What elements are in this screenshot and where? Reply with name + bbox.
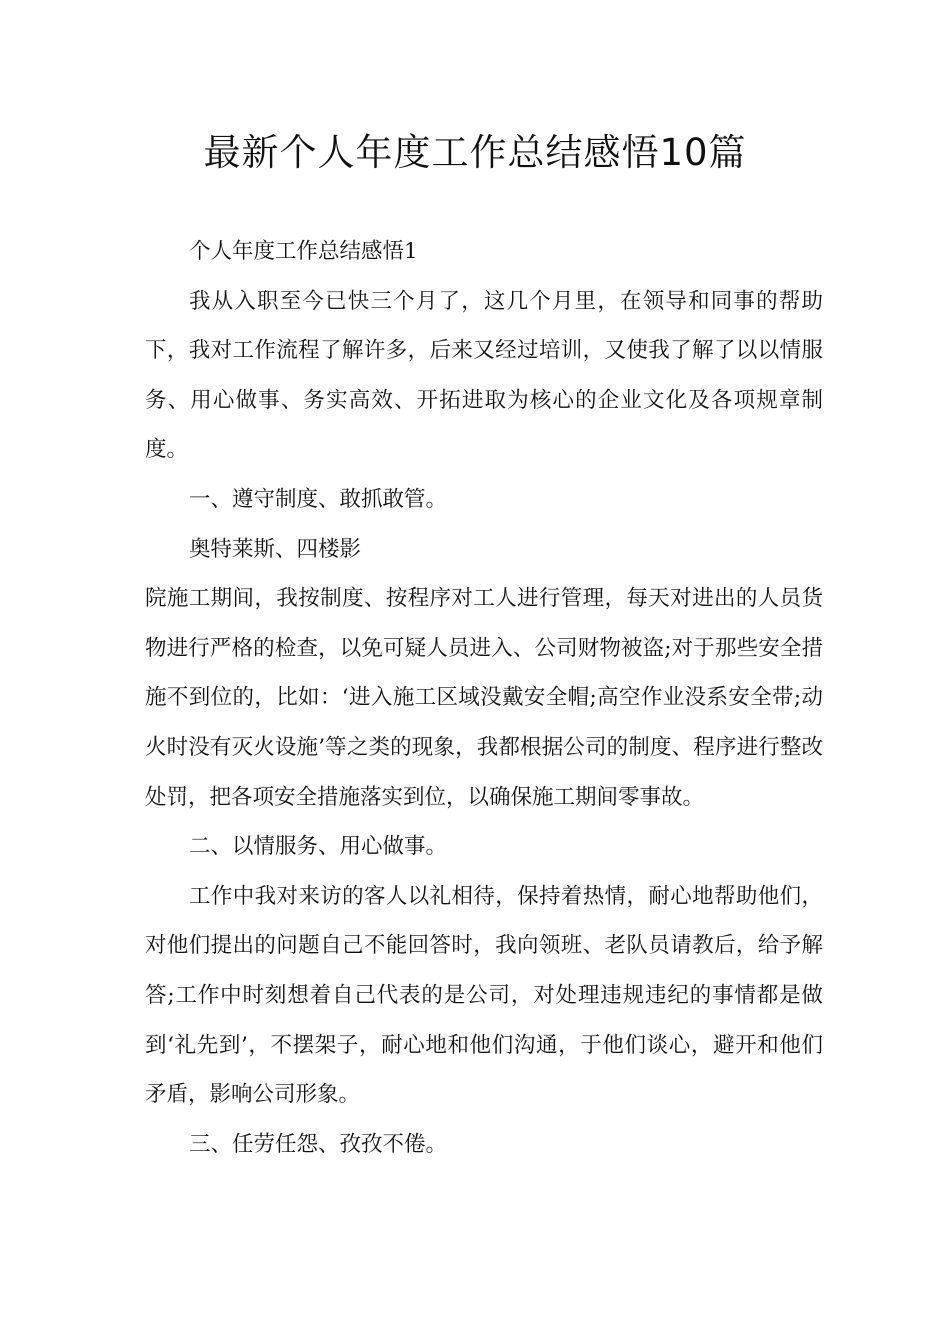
paragraph: 奥特莱斯、四楼影 xyxy=(189,536,362,562)
section-heading: 个人年度工作总结感悟1 xyxy=(189,239,418,264)
section-heading: 三、任劳任怨、孜孜不倦。 xyxy=(189,1131,448,1157)
document-title: 最新个人年度工作总结感悟10篇 xyxy=(203,131,747,174)
section-heading: 一、遵守制度、敢抓敢管。 xyxy=(189,486,448,512)
paragraph: 院施工期间，我按制度、按程序对工人进行管理，每天对进出的人员货物进行严格的检查，以免可疑人员进入、公司财物被盗;对于那些安全措施不到位的，比如：‘进入施工区域没戴安全帽;高空作业没系安全带;动火时没有灭火设施’等之类的现象，我都根据公司的制度、程序进行整改处罚，把各项安全措施落实到位，以确保施工期间零事故。 xyxy=(145,586,823,810)
paragraph: 工作中我对来访的客人以礼相待，保持着热情，耐心地帮助他们，对他们提出的问题自己不能回答时，我向领班、老队员请教后，给予解答;工作中时刻想着自己代表的是公司，对处理违规违纪的事情都是做到‘礼先到’，不摆架子，耐心地和他们沟通，于他们谈心，避开和他们矛盾，影响公司形象。 xyxy=(145,883,823,1108)
document-body xyxy=(145,227,823,1169)
section-heading: 二、以情服务、用心做事。 xyxy=(189,834,448,860)
paragraph: 我从入职至今已快三个月了，这几个月里，在领导和同事的帮助下，我对工作流程了解许多，后来又经过培训，又使我了解了以以情服务、用心做事、务实高效、开拓进取为核心的企业文化及各项规章制度。 xyxy=(145,288,823,463)
